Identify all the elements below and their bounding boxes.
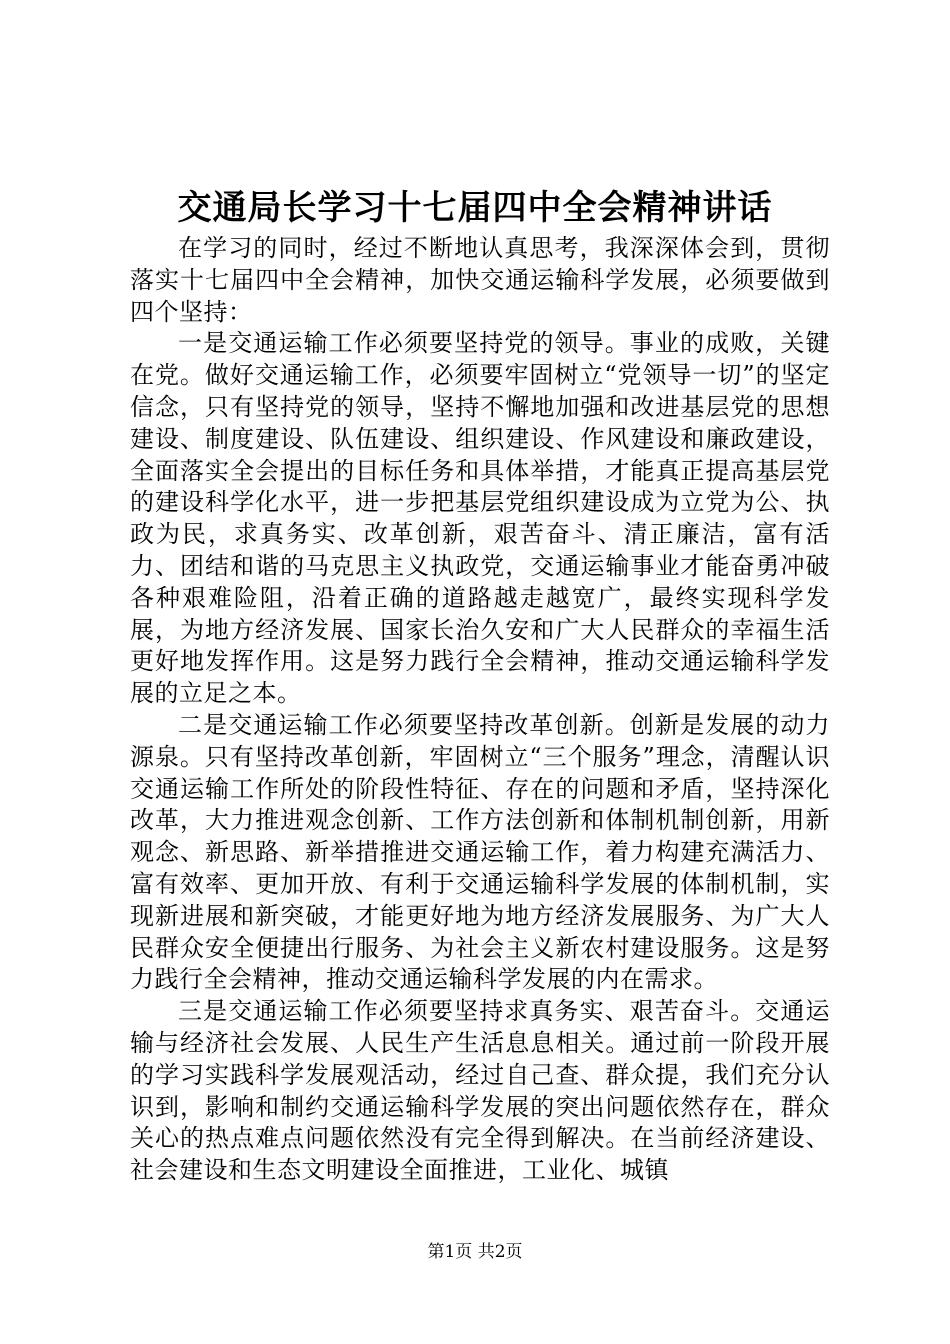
- paragraph-point-3: 三是交通运输工作必须要坚持求真务实、艰苦奋斗。交通运输与经济社会发展、人民生产生活息息相关。通过前一阶段开展的学习实践科学发展观活动，经过自己查、群众提，我们充分认识到，影响和制约交通运输科学发展的突出问题依然存在，群众关心的热点难点问题依然没有完全得到解决。在当前经济建设、社会建设和生态文明建设全面推进，工业化、城镇: [130, 997, 830, 1185]
- document-title: 交通局长学习十七届四中全会精神讲话: [177, 188, 773, 228]
- paragraph-point-1: 一是交通运输工作必须要坚持党的领导。事业的成败，关键在党。做好交通运输工作，必须要牢固树立“党领导一切”的坚定信念，只有坚持党的领导，坚持不懈地加强和改进基层党的思想建设、制度建设、队伍建设、组织建设、作风建设和廉政建设，全面落实全会提出的目标任务和具体举措，才能真正提高基层党的建设科学化水平，进一步把基层党组织建设成为立党为公、执政为民，求真务实、改革创新，艰苦奋斗、清正廉洁，富有活力、团结和谐的马克思主义执政党，交通运输事业才能奋勇冲破各种艰难险阻，沿着正确的道路越走越宽广，最终实现科学发展，为地方经济发展、国家长治久安和广大人民群众的幸福生活更好地发挥作用。这是努力践行全会精神，推动交通运输科学发展的立足之本。: [130, 329, 830, 708]
- page-number-footer: 第1页 共2页: [427, 1242, 523, 1262]
- paragraph-intro: 在学习的同时，经过不断地认真思考，我深深体会到，贯彻落实十七届四中全会精神，加快交通运输科学发展，必须要做到四个坚持：: [130, 234, 830, 326]
- document-body: [130, 233, 830, 1187]
- paragraph-point-2: 二是交通运输工作必须要坚持改革创新。创新是发展的动力源泉。只有坚持改革创新，牢固树立“三个服务”理念，清醒认识交通运输工作所处的阶段性特征、存在的问题和矛盾，坚持深化改革，大力推进观念创新、工作方法创新和体制机制创新，用新观念、新思路、新举措推进交通运输工作，着力构建充满活力、富有效率、更加开放、有利于交通运输科学发展的体制机制，实现新进展和新突破，才能更好地为地方经济发展服务、为广大人民群众安全便捷出行服务、为社会主义新农村建设服务。这是努力践行全会精神，推动交通运输科学发展的内在需求。: [130, 710, 830, 994]
